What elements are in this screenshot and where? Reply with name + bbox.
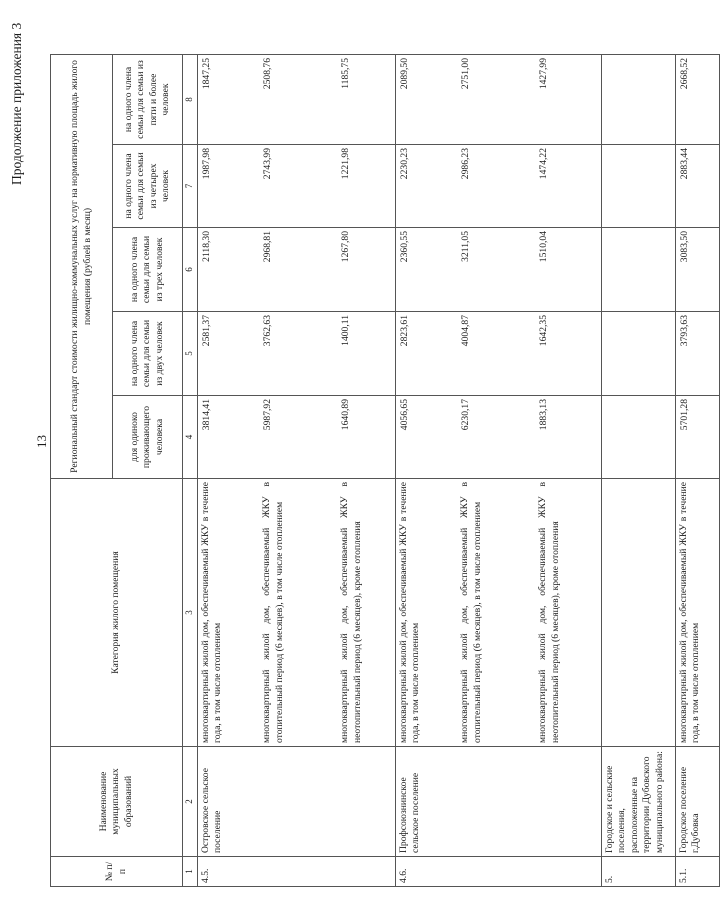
value-col8: 1847,25 <box>197 54 259 144</box>
value-col4: 3814,41 <box>197 396 259 479</box>
column-number: 6 <box>183 228 198 312</box>
municipality-name <box>457 747 535 857</box>
column-number: 1 <box>183 857 198 887</box>
value-col8 <box>601 54 675 144</box>
row-number <box>535 857 601 887</box>
column-number: 7 <box>183 145 198 228</box>
cost-standard-table <box>50 54 720 887</box>
column-number: 8 <box>183 54 198 144</box>
table-row <box>395 54 457 886</box>
municipality-name <box>535 747 601 857</box>
value-col5 <box>601 312 675 396</box>
row-number: 5.1. <box>675 857 719 887</box>
header-col4: для одиноко проживающего человека <box>113 396 183 479</box>
value-col6: 3083,50 <box>675 228 719 312</box>
value-col4: 5701,28 <box>675 396 719 479</box>
value-col5: 1400,11 <box>337 312 395 396</box>
value-col7: 2230,23 <box>395 145 457 228</box>
header-col8: на одного члена семьи для семьи из пяти и более человек <box>113 54 183 144</box>
value-col6: 1267,80 <box>337 228 395 312</box>
value-col7 <box>601 145 675 228</box>
table-row <box>601 54 675 886</box>
value-col4: 6230,17 <box>457 396 535 479</box>
value-col5: 2581,37 <box>197 312 259 396</box>
housing-category: многоквартирный жилой дом, обеспечиваемый ЖКУ в неотопительный период (6 месяцев), кроме отопления <box>337 479 395 747</box>
value-col6: 1510,04 <box>535 228 601 312</box>
housing-category: многоквартирный жилой дом, обеспечиваемый ЖКУ в отопительный период (6 месяцев), в том числе отоплением <box>457 479 535 747</box>
housing-category: многоквартирный жилой дом, обеспечиваемый ЖКУ в неотопительный период (6 месяцев), кроме отопления <box>535 479 601 747</box>
row-number: 4.5. <box>197 857 259 887</box>
value-col4: 5987,92 <box>259 396 337 479</box>
page-number: 13 <box>34 435 49 448</box>
value-col7: 1221,98 <box>337 145 395 228</box>
value-col7: 2743,99 <box>259 145 337 228</box>
table-row <box>457 54 535 886</box>
header-municipality: Наименование муниципальных образований <box>51 747 183 857</box>
header-col7: на одного члена семьи для семьи из четырех человек <box>113 145 183 228</box>
value-col6: 3211,05 <box>457 228 535 312</box>
value-col8: 1427,99 <box>535 54 601 144</box>
header-number: № п/п <box>51 857 183 887</box>
housing-category <box>601 479 675 747</box>
header-col5: на одного члена семьи для семьи из двух человек <box>113 312 183 396</box>
value-col6 <box>601 228 675 312</box>
value-col6: 2360,55 <box>395 228 457 312</box>
value-col4: 1883,13 <box>535 396 601 479</box>
value-col6: 2968,81 <box>259 228 337 312</box>
value-col6: 2118,30 <box>197 228 259 312</box>
value-col7: 2883,44 <box>675 145 719 228</box>
value-col8: 2089,50 <box>395 54 457 144</box>
municipality-name: Городское поселение г.Дубовка <box>675 747 719 857</box>
value-col4 <box>601 396 675 479</box>
value-col5: 2823,61 <box>395 312 457 396</box>
row-number <box>259 857 337 887</box>
municipality-name: Городское и сельские поселения, расположенные на территории Дубовского муниципального района: <box>601 747 675 857</box>
column-number: 4 <box>183 396 198 479</box>
value-col5: 1642,35 <box>535 312 601 396</box>
table-row <box>535 54 601 886</box>
header-standard: Региональный стандарт стоимости жилищно-коммунальных услуг на нормативную площадь жилого помещения (рублей в месяц) <box>51 54 113 478</box>
value-col8: 2751,00 <box>457 54 535 144</box>
value-col5: 4004,87 <box>457 312 535 396</box>
row-number <box>457 857 535 887</box>
column-number-row <box>183 54 198 886</box>
table-row <box>337 54 395 886</box>
housing-category: многоквартирный жилой дом, обеспечиваемый ЖКУ в течение года, в том числе отоплением <box>197 479 259 747</box>
row-number: 4.6. <box>395 857 457 887</box>
header-col6: на одного члена семьи для семьи из трех человек <box>113 228 183 312</box>
value-col8: 1185,75 <box>337 54 395 144</box>
column-number: 3 <box>183 479 198 747</box>
value-col5: 3762,63 <box>259 312 337 396</box>
value-col5: 3793,63 <box>675 312 719 396</box>
column-number: 5 <box>183 312 198 396</box>
municipality-name: Профсоюзнинское сельское поселение <box>395 747 457 857</box>
value-col4: 4056,65 <box>395 396 457 479</box>
row-number: 5. <box>601 857 675 887</box>
housing-category: многоквартирный жилой дом, обеспечиваемый ЖКУ в отопительный период (6 месяцев), в том числе отоплением <box>259 479 337 747</box>
table-row <box>675 54 719 886</box>
column-number: 2 <box>183 747 198 857</box>
municipality-name <box>337 747 395 857</box>
value-col8: 2508,76 <box>259 54 337 144</box>
municipality-name <box>259 747 337 857</box>
housing-category: многоквартирный жилой дом, обеспечиваемый ЖКУ в течение года, в том числе отоплением <box>675 479 719 747</box>
value-col8: 2668,52 <box>675 54 719 144</box>
header-category: Категория жилого помещения <box>51 479 183 747</box>
appendix-title: Продолжение приложения 3 <box>9 22 24 185</box>
table-row <box>259 54 337 886</box>
value-col7: 2986,23 <box>457 145 535 228</box>
row-number <box>337 857 395 887</box>
value-col4: 1640,89 <box>337 396 395 479</box>
value-col7: 1474,22 <box>535 145 601 228</box>
table-row <box>197 54 259 886</box>
housing-category: многоквартирный жилой дом, обеспечиваемый ЖКУ в течение года, в том числе отоплением <box>395 479 457 747</box>
value-col7: 1987,98 <box>197 145 259 228</box>
municipality-name: Островское сельское поселение <box>197 747 259 857</box>
